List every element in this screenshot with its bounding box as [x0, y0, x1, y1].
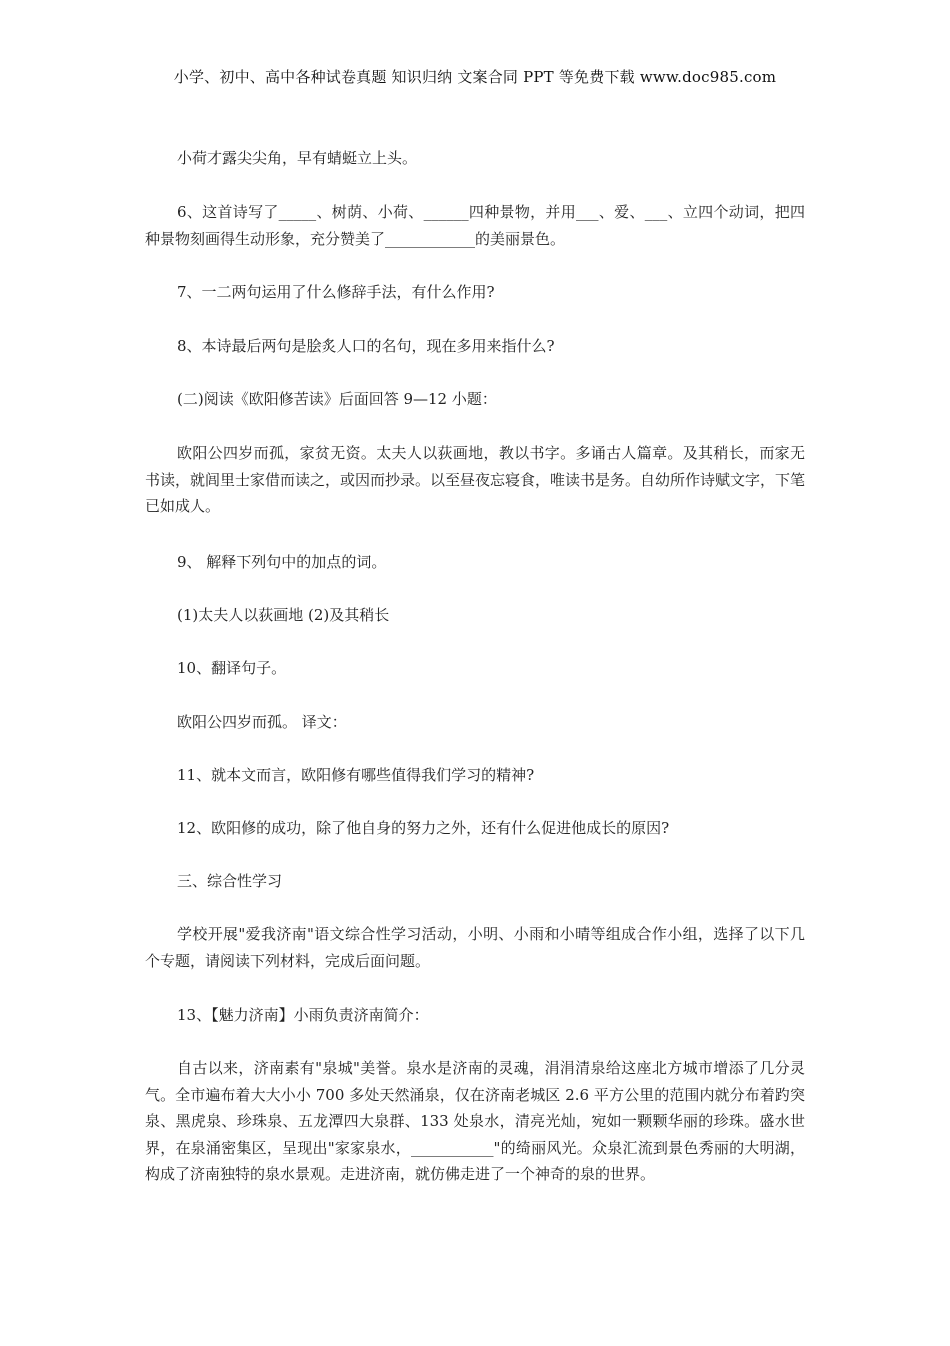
- question-8: 8、本诗最后两句是脍炙人口的名句，现在多用来指什么?: [177, 337, 555, 355]
- poem-line: 小荷才露尖尖角，早有蜻蜓立上头。: [177, 149, 418, 167]
- question-12: 12、欧阳修的成功，除了他自身的努力之外，还有什么促进他成长的原因?: [177, 819, 670, 837]
- question-9: 9、 解释下列句中的加点的词。: [177, 553, 387, 571]
- question-10: 10、翻译句子。: [177, 659, 287, 677]
- jinan-intro-passage: 自古以来，济南素有"泉城"美誉。泉水是济南的灵魂，涓涓清泉给这座北方城市增添了几分灵气。全市遍布着大大小小 700 多处天然涌泉，仅在济南老城区 2.6 平方公里的范围内就分布着趵突泉、黑虎泉、珍珠泉、五龙潭四大泉群、133 处泉水，清亮光灿，宛如一颗颗华丽的珍珠。盛水世界，在泉涌密集区，呈现出"家家泉水，___________"的绮丽风光。众泉汇流到景色秀丽的大明湖，构成了济南独特的泉水景观。走进济南，就仿佛走进了一个神奇的泉的世界。: [145, 1059, 805, 1183]
- section-2-heading: (二)阅读《欧阳修苦读》后面回答 9—12 小题：: [177, 390, 497, 408]
- question-7: 7、一二两句运用了什么修辞手法，有什么作用?: [177, 283, 495, 301]
- question-11: 11、就本文而言，欧阳修有哪些值得我们学习的精神?: [177, 766, 535, 784]
- page-header: 小学、初中、高中各种试卷真题 知识归纳 文案合同 PPT 等免费下载 www.doc985.com: [173, 68, 777, 86]
- question-13: 13、【魅力济南】小雨负责济南简介：: [177, 1006, 429, 1024]
- question-9-items: (1)太夫人以荻画地 (2)及其稍长: [177, 606, 390, 624]
- reading-passage: 欧阳公四岁而孤，家贫无资。太夫人以荻画地，教以书字。多诵古人篇章。及其稍长，而家无书读，就闾里士家借而读之，或因而抄录。以至昼夜忘寝食，唯读书是务。自幼所作诗赋文字，下笔已如成人。: [145, 444, 806, 515]
- question-6: 6、这首诗写了_____、树荫、小荷、______四种景物，并用___、爱、___、立四个动词，把四种景物刻画得生动形象，充分赞美了____________的美丽景色。: [145, 203, 805, 248]
- section-3-heading: 三、综合性学习: [177, 872, 283, 890]
- translation-sentence: 欧阳公四岁而孤。 译文：: [177, 713, 347, 731]
- activity-intro: 学校开展"爱我济南"语文综合性学习活动，小明、小雨和小晴等组成合作小组，选择了以下几个专题，请阅读下列材料，完成后面问题。: [145, 925, 805, 970]
